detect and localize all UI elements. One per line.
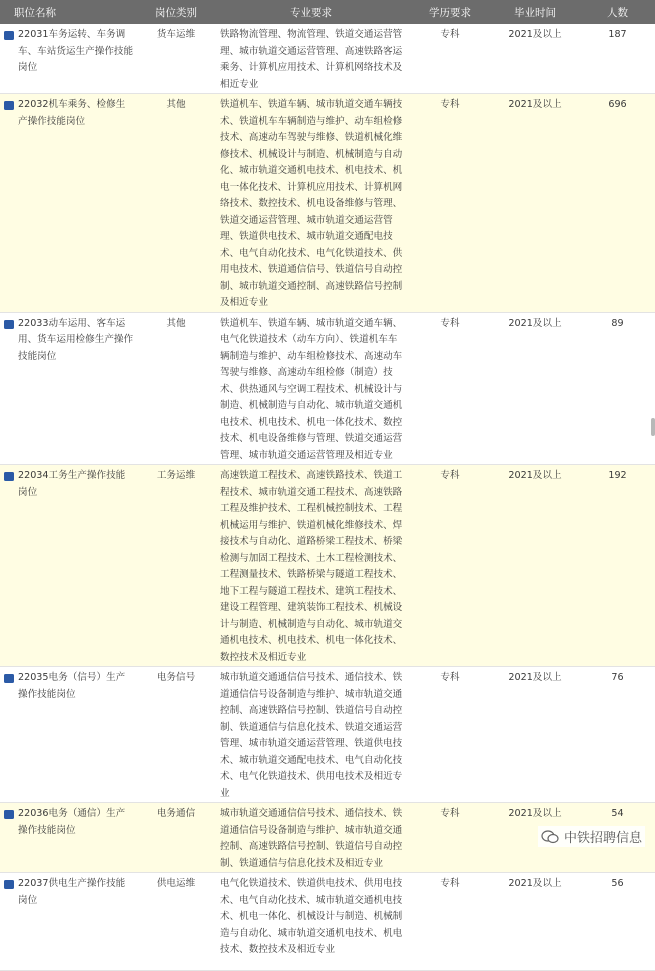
header-education: 学历要求	[429, 6, 471, 19]
header-category: 岗位类别	[155, 6, 197, 19]
job-category: 其他	[166, 317, 186, 329]
job-name: 22031车务运转、车务调车、车站货运生产操作技能岗位	[18, 29, 134, 73]
wechat-icon	[541, 830, 559, 844]
job-category: 电务信号	[156, 672, 196, 683]
header-major: 专业要求	[290, 6, 332, 19]
job-count: 54	[611, 808, 624, 819]
job-education: 专科	[440, 317, 460, 329]
job-graduation: 2021及以上	[508, 672, 562, 683]
job-graduation: 2021及以上	[508, 878, 562, 889]
job-count: 76	[611, 672, 624, 683]
job-education: 专科	[440, 672, 460, 683]
job-count: 696	[608, 99, 627, 110]
job-education: 专科	[440, 470, 460, 481]
job-graduation: 2021及以上	[508, 29, 562, 40]
job-category: 其他	[166, 99, 186, 110]
document-icon	[4, 880, 14, 889]
job-name: 22035电务（信号）生产操作技能岗位	[18, 672, 126, 700]
table-row	[0, 667, 655, 803]
table-row	[0, 24, 655, 94]
job-education: 专科	[440, 29, 460, 40]
table-row	[0, 94, 655, 313]
table-row	[0, 465, 655, 667]
job-education: 专科	[440, 99, 460, 110]
job-education: 专科	[440, 878, 460, 889]
document-icon	[4, 31, 14, 40]
job-name: 22037供电生产操作技能岗位	[18, 878, 126, 906]
table-row	[0, 312, 655, 465]
job-category: 工务运维	[156, 470, 196, 481]
job-major: 铁路物流管理、物流管理、铁道交通运营管理、城市轨道交通运营管理、高速铁路客运乘务、计算机应用技术、计算机网络技术及相近专业	[220, 29, 403, 90]
job-major: 电气化铁道技术、铁道供电技术、供用电技术、电气自动化技术、城市轨道交通机电技术、机电一体化、机械设计与制造、机械制造与自动化、城市轨道交通机电技术、机电技术、数控技术及相近专业	[220, 878, 403, 955]
job-category: 电务通信	[156, 808, 196, 819]
job-graduation: 2021及以上	[508, 808, 562, 819]
header-count: 人数	[607, 6, 628, 19]
job-graduation: 2021及以上	[508, 317, 562, 329]
job-major: 城市轨道交通通信信号技术、通信技术、铁道通信信号设备制造与维护、城市轨道交通控制、高速铁路信号控制、铁道信号自动控制、铁道通信与信息化技术、铁道交通运营管理、城市轨道交通运营管理、铁道供电技术、城市轨道交通配电技术、电气自动化技术、电气化铁道技术、供用电技术及相近专业	[220, 672, 403, 799]
job-education: 专科	[440, 808, 460, 819]
watermark-text: 中铁招聘信息	[563, 831, 642, 846]
document-icon	[4, 674, 14, 683]
job-major: 铁道机车、铁道车辆、城市轨道交通车辆技术、铁道机车车辆制造与维护、动车组检修技术、高速动车驾驶与维修、铁道机械化维修技术、机械设计与制造、机械制造与自动化、城市轨道交通机电技术、机电技术、机电一体化技术、计算机应用技术、计算机网络技术、数控技术、机电设备维修与管理、铁道交通运营管理、城市轨道交通运营管理、铁道供电技术、城市轨道交通配电技术、电气自动化技术、电气化铁道技术、供用电技术、铁道通信信号、铁道信号自动控制、城市轨道交通控制、高速铁路信号控制及相近专业	[220, 99, 403, 308]
document-icon	[4, 810, 14, 819]
header-graduation: 毕业时间	[514, 6, 556, 19]
job-count: 187	[608, 29, 627, 40]
job-graduation: 2021及以上	[508, 470, 562, 481]
job-name: 22033动车运用、客车运用、货车运用检修生产操作技能岗位	[18, 317, 134, 362]
job-major: 铁道机车、铁道车辆、城市轨道交通车辆、电气化铁道技术（动车方向）、铁道机车车辆制造与维护、动车组检修技术、高速动车驾驶与维修、高速动车组检修（制造）技术、供热通风与空调工程技术、机械设计与制造、机械制造与自动化、城市轨道交通机电技术、机电技术、机电一体化技术、数控技术、机电设备维修与管理、铁道交通运营管理、城市轨道交通运营管理及相近专业	[220, 317, 403, 461]
table-header-row	[0, 0, 655, 24]
table-row	[0, 873, 655, 971]
job-major: 城市轨道交通通信信号技术、通信技术、铁道通信信号设备制造与维护、城市轨道交通控制、高速铁路信号控制、铁道信号自动控制、铁道通信与信息化技术及相近专业	[220, 808, 403, 869]
job-count: 192	[608, 470, 627, 481]
job-name: 22034工务生产操作技能岗位	[18, 470, 126, 498]
job-name: 22032机车乘务、检修生产操作技能岗位	[18, 99, 126, 127]
scrollbar-thumb[interactable]	[651, 418, 655, 436]
job-category: 供电运维	[156, 878, 196, 889]
document-icon	[4, 101, 14, 110]
job-category: 货车运维	[156, 29, 196, 40]
watermark	[538, 826, 645, 847]
job-count: 56	[611, 878, 624, 889]
job-graduation: 2021及以上	[508, 99, 562, 110]
document-icon	[4, 472, 14, 481]
document-icon	[4, 320, 14, 329]
job-name: 22036电务（通信）生产操作技能岗位	[18, 808, 126, 836]
job-major: 高速铁道工程技术、高速铁路技术、铁道工程技术、城市轨道交通工程技术、高速铁路工程及维护技术、工程机械控制技术、工程机械运用与维护、铁道机械化维修技术、焊接技术与自动化、道路桥梁工程技术、桥梁检测与加固工程技术、土木工程检测技术、工程测量技术、铁路桥梁与隧道工程技术、地下工程与隧道工程技术、建筑工程技术、建设工程管理、建筑装饰工程技术、机械设计与制造、机械制造与自动化、城市轨道交通机电技术、机电技术、机电一体化技术、数控技术及相近专业	[220, 470, 403, 663]
header-name: 职位名称	[14, 6, 56, 19]
job-count: 89	[611, 317, 624, 329]
